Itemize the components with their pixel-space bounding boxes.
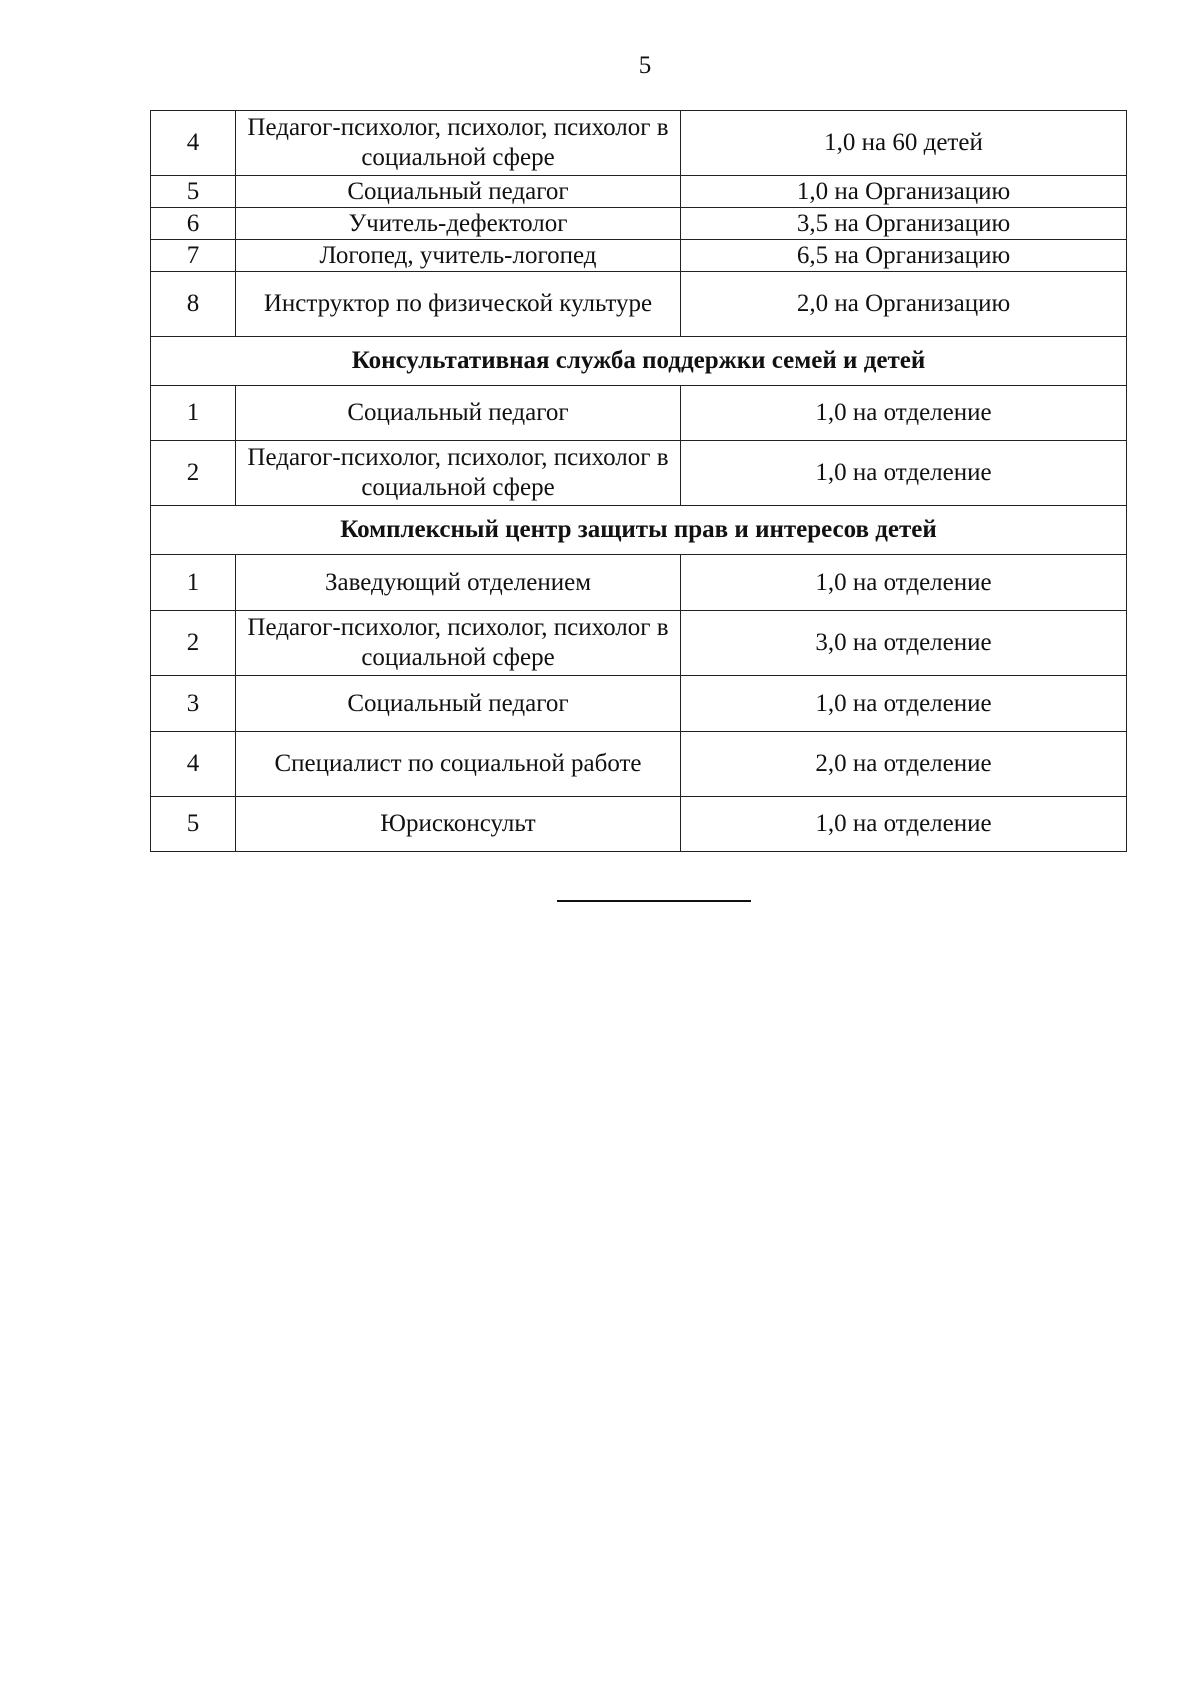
- row-number: 5: [151, 797, 236, 852]
- row-number: 7: [151, 240, 236, 272]
- row-number: 5: [151, 176, 236, 208]
- table-row: [151, 176, 1127, 208]
- section-header-row: [151, 506, 1127, 555]
- section-title: Комплексный центр защиты прав и интересов детей: [151, 506, 1127, 555]
- table-row: [151, 240, 1127, 272]
- end-divider-line: [557, 900, 751, 902]
- position-title: Педагог-психолог, психолог, психолог в социальной сфере: [236, 111, 681, 176]
- staffing-norm: 2,0 на отделение: [681, 732, 1127, 797]
- row-number: 6: [151, 208, 236, 240]
- table-row: [151, 208, 1127, 240]
- position-title: Заведующий отделением: [236, 555, 681, 611]
- staffing-norm: 1,0 на отделение: [681, 555, 1127, 611]
- position-title: Специалист по социальной работе: [236, 732, 681, 797]
- staffing-norm: 6,5 на Организацию: [681, 240, 1127, 272]
- staffing-norm: 1,0 на 60 детей: [681, 111, 1127, 176]
- table-row: [151, 386, 1127, 441]
- position-title: Социальный педагог: [236, 176, 681, 208]
- page-number: 5: [638, 52, 652, 79]
- section-title: Консультативная служба поддержки семей и детей: [151, 337, 1127, 386]
- staffing-norm: 1,0 на отделение: [681, 386, 1127, 441]
- staffing-norm: 1,0 на отделение: [681, 676, 1127, 732]
- position-title: Социальный педагог: [236, 386, 681, 441]
- table-row: [151, 272, 1127, 337]
- table-row: [151, 611, 1127, 676]
- row-number: 2: [151, 611, 236, 676]
- staffing-norm: 1,0 на отделение: [681, 441, 1127, 506]
- position-title: Учитель-дефектолог: [236, 208, 681, 240]
- staffing-norm: 1,0 на Организацию: [681, 176, 1127, 208]
- staffing-norm: 3,0 на отделение: [681, 611, 1127, 676]
- position-title: Социальный педагог: [236, 676, 681, 732]
- table-row: [151, 797, 1127, 852]
- row-number: 4: [151, 111, 236, 176]
- position-title: Педагог-психолог, психолог, психолог в социальной сфере: [236, 441, 681, 506]
- row-number: 4: [151, 732, 236, 797]
- row-number: 8: [151, 272, 236, 337]
- row-number: 3: [151, 676, 236, 732]
- table-row: [151, 111, 1127, 176]
- table-row: [151, 676, 1127, 732]
- staffing-norm: 3,5 на Организацию: [681, 208, 1127, 240]
- position-title: Юрисконсульт: [236, 797, 681, 852]
- position-title: Педагог-психолог, психолог, психолог в социальной сфере: [236, 611, 681, 676]
- row-number: 1: [151, 386, 236, 441]
- position-title: Инструктор по физической культуре: [236, 272, 681, 337]
- table-row: [151, 732, 1127, 797]
- staffing-table: [150, 110, 1127, 852]
- position-title: Логопед, учитель-логопед: [236, 240, 681, 272]
- row-number: 1: [151, 555, 236, 611]
- staffing-norm: 2,0 на Организацию: [681, 272, 1127, 337]
- table-row: [151, 441, 1127, 506]
- section-header-row: [151, 337, 1127, 386]
- table-row: [151, 555, 1127, 611]
- staffing-norm: 1,0 на отделение: [681, 797, 1127, 852]
- row-number: 2: [151, 441, 236, 506]
